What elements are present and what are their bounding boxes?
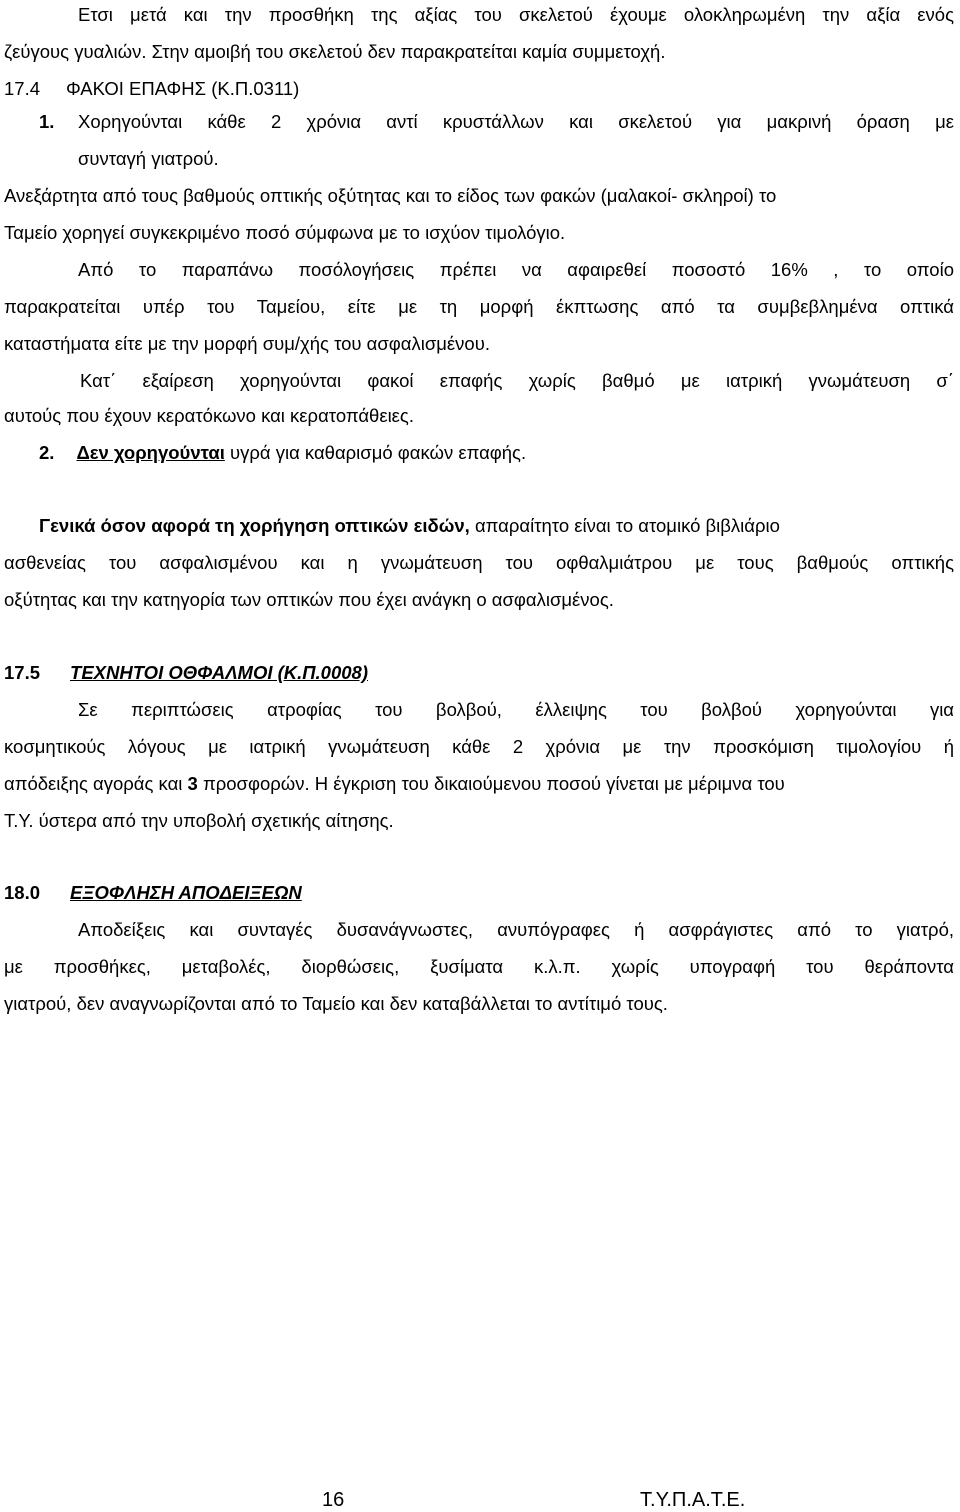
paragraph-line: Σε περιπτώσεις ατροφίας του βολβού, έλλειψης του βολβού χορηγούνται για: [78, 699, 954, 720]
list-item-number: [39, 111, 54, 133]
paragraph-line: Κατ΄ εξαίρεση χορηγούνται φακοί επαφής χωρίς βαθμό με ιατρική γνωμάτευση σ΄: [80, 370, 954, 391]
paragraph-line: Ετσι μετά και την προσθήκη της αξίας του σκελετού έχουμε ολοκληρωμένη την αξία ενός: [78, 4, 954, 25]
footer-org: Τ.Υ.Π.Α.Τ.Ε.: [640, 1489, 746, 1511]
section-heading-17-5: [4, 662, 368, 684]
paragraph-line: ασθενείας του ασφαλισμένου και η γνωμάτευση του οφθαλμιάτρου με τους βαθμούς οπτικής: [4, 552, 954, 573]
list-item-text: Χορηγούνται κάθε 2 χρόνια αντί κρυστάλλων και σκελετού για μακρινή όραση με: [78, 111, 954, 132]
paragraph-line: [39, 515, 780, 537]
section-title: ΤΕΧΝΗΤΟΙ ΟΘΦΑΛΜΟΙ (Κ.Π.0008): [70, 662, 369, 683]
paragraph-line: [4, 773, 785, 795]
paragraph-text: προσφορών. Η έγκριση του δικαιούμενου ποσού γίνεται με μέριμνα του: [197, 773, 785, 794]
item-text: υγρά για καθαρισμό φακών επαφής.: [224, 442, 527, 463]
paragraph-line: παρακρατείται υπέρ του Ταμείου, είτε με τη μορφή έκπτωσης από τα συμβεβλημένα οπτικά: [4, 296, 954, 317]
paragraph-line: αυτούς που έχουν κερατόκωνο και κερατοπάθειες.: [4, 405, 414, 426]
emphasis-text: 3: [187, 773, 198, 794]
list-item-text: συνταγή γιατρού.: [78, 148, 219, 169]
paragraph-line: ζεύγους γυαλιών. Στην αμοιβή του σκελετού δεν παρακρατείται καμία συμμετοχή.: [4, 41, 666, 62]
emphasis-text: Δεν χορηγούνται: [76, 442, 225, 463]
section-title: ΕΞΟΦΛΗΣΗ ΑΠΟΔΕΙΞΕΩΝ: [70, 882, 302, 903]
section-heading-18-0: [4, 882, 302, 904]
section-title: ΦΑΚΟΙ ΕΠΑΦΗΣ (Κ.Π.0311): [66, 78, 300, 99]
section-number: 17.4: [4, 78, 41, 99]
section-number: 17.5: [4, 662, 41, 683]
paragraph-line: Ανεξάρτητα από τους βαθμούς οπτικής οξύτητας και το είδος των φακών (μαλακοί- σκληροί) το: [4, 185, 777, 206]
paragraph-line: Τ.Υ. ύστερα από την υποβολή σχετικής αίτησης.: [4, 810, 394, 831]
paragraph-line: γιατρού, δεν αναγνωρίζονται από το Ταμείο και δεν καταβάλλεται το αντίτιμό τους.: [4, 993, 668, 1014]
item-number: 1.: [39, 111, 55, 132]
paragraph-line: κοσμητικούς λόγους με ιατρική γνωμάτευση κάθε 2 χρόνια με την προσκόμιση τιμολογίου ή: [4, 736, 954, 757]
paragraph-line: Ταμείο χορηγεί συγκεκριμένο ποσό σύμφωνα με το ισχύον τιμολόγιο.: [4, 222, 566, 243]
item-number: 2.: [39, 442, 55, 463]
paragraph-text: απόδειξης αγοράς και: [4, 773, 188, 794]
paragraph-line: οξύτητας και την κατηγορία των οπτικών που έχει ανάγκη ο ασφαλισμένος.: [4, 589, 614, 610]
paragraph-line: καταστήματα είτε με την μορφή συμ/χής του ασφαλισμένου.: [4, 333, 490, 354]
page-number: 16: [322, 1489, 345, 1511]
section-heading-17-4: [4, 78, 299, 100]
list-item-2: [39, 442, 526, 464]
paragraph-text: απαραίτητο είναι το ατομικό βιβλιάριο: [469, 515, 780, 536]
paragraph-line: Αποδείξεις και συνταγές δυσανάγνωστες, ανυπόγραφες ή ασφράγιστες από το γιατρό,: [78, 919, 954, 940]
paragraph-line: Από το παραπάνω ποσόλογήσεις πρέπει να αφαιρεθεί ποσοστό 16% , το οποίο: [78, 259, 954, 280]
paragraph-line: με προσθήκες, μεταβολές, διορθώσεις, ξυσίματα κ.λ.π. χωρίς υπογραφή του θεράποντα: [4, 956, 954, 977]
emphasis-text: Γενικά όσον αφορά τη χορήγηση οπτικών ειδών,: [39, 515, 470, 536]
section-number: 18.0: [4, 882, 41, 903]
